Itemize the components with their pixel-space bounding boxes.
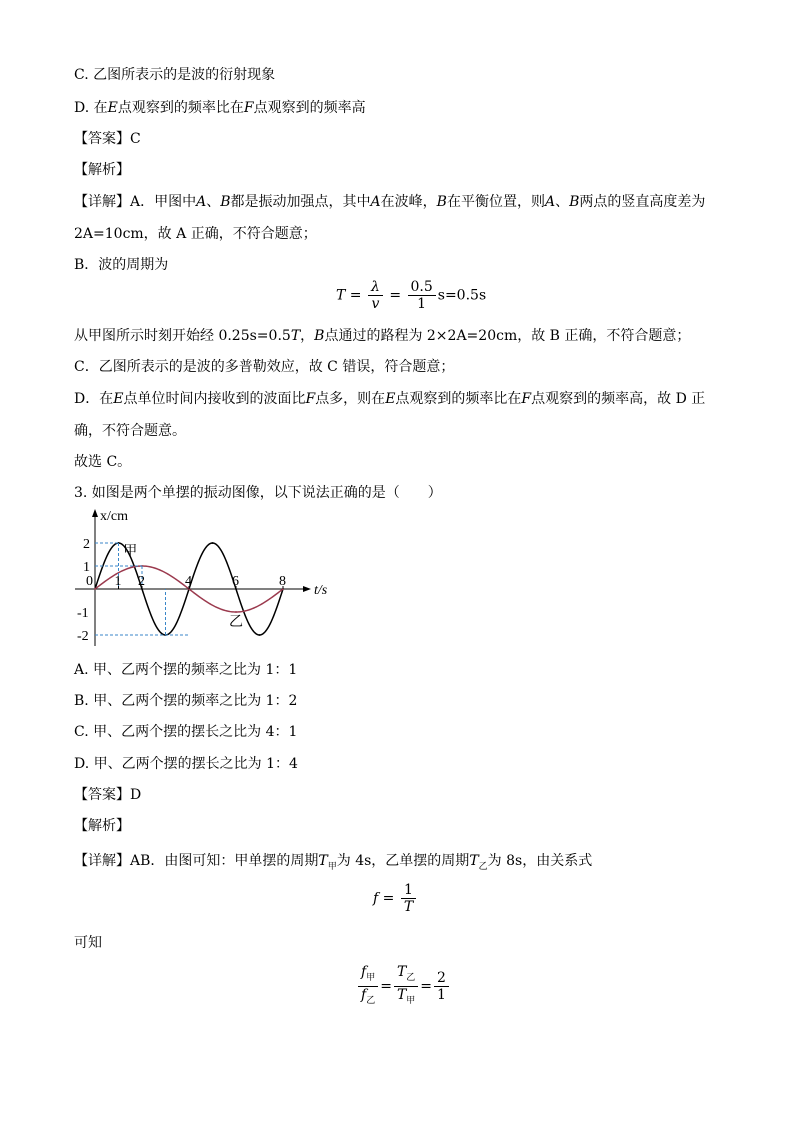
x-axis-label: t/s: [314, 583, 328, 598]
option-d: D. 在E点观察到的频率比在F点观察到的频率高: [74, 100, 366, 116]
detail-c: C．乙图所表示的是波的多普勒效应，故 C 错误，符合题意；: [74, 359, 455, 375]
detail-d-line1: D．在E点单位时间内接收到的波面比F点多，则在E点观察到的频率比在F点观察到的频率高，故 D 正: [74, 391, 706, 407]
answer-label-q3: 【答案】D: [74, 787, 142, 803]
series-label-yi: 乙: [228, 614, 243, 630]
y-axis-label: x/cm: [100, 509, 128, 524]
y-tick-label-0: 2: [83, 537, 90, 552]
x-tick-label-0: 0: [86, 574, 93, 589]
question-3-stem: 3. 如图是两个单摆的振动图像，以下说法正确的是（ ）: [74, 485, 442, 501]
series-0-point-5: [212, 542, 214, 544]
y-axis-arrow: [92, 509, 98, 517]
detail-a-line1: 【详解】A．甲图中A、B都是振动加强点，其中A在波峰，B在平衡位置，则A、B两点的竖直高度差为: [74, 194, 706, 210]
detail-b-line1: B．波的周期为: [74, 257, 169, 273]
x-tick-label-2: 2: [138, 574, 145, 589]
x-tick-label-1: 1: [114, 574, 122, 589]
x-axis-arrow: [303, 586, 311, 592]
detail-b-line2: 从甲图所示时刻开始经 0.25s=0.5T，B点通过的路程为 2×2A=20cm，故 B 正确，不符合题意；: [74, 328, 691, 344]
detail-d-line2: 确，不符合题意。: [74, 423, 186, 439]
oscillation-chart: [70, 506, 340, 654]
analysis-label: 【解析】: [74, 162, 130, 178]
detail-a-line2: 2A=10cm，故 A 正确，不符合题意；: [74, 226, 317, 242]
option-d-q3: D. 甲、乙两个摆的摆长之比为 1：4: [74, 756, 298, 772]
x-tick-label-3: 4: [185, 574, 192, 589]
x-tick-label-5: 8: [279, 574, 286, 589]
period-equation: T = $\frac{\lambda}{v}$ = $\frac{0.5}{1}$ s=0.5s: [336, 279, 487, 312]
frequency-equation: f = $\frac{1}{T}$: [373, 882, 418, 915]
y-tick-label-3: -1: [77, 606, 89, 621]
y-tick-label-4: -2: [77, 629, 89, 644]
option-c: C. 乙图所表示的是波的衍射现象: [74, 67, 276, 83]
x-tick-label-4: 6: [232, 574, 239, 589]
option-a: A. 甲、乙两个摆的频率之比为 1：1: [74, 662, 298, 678]
option-c-q3: C. 甲、乙两个摆的摆长之比为 4：1: [74, 724, 298, 740]
series-1-point-3: [235, 611, 237, 613]
can-know: 可知: [74, 935, 102, 951]
option-b: B. 甲、乙两个摆的频率之比为 1：2: [74, 693, 298, 709]
series-label-jia: 甲: [123, 544, 138, 560]
ratio-equation: $\frac{f_甲}{f_乙}$ = $\frac{T_乙}{T_甲}$ = $\frac{2}{1}$: [356, 964, 451, 1009]
series-0-point-7: [259, 634, 261, 636]
y-tick-label-1: 1: [83, 560, 90, 575]
series-1-point-0: [94, 588, 96, 590]
answer-label: 【答案】C: [74, 131, 141, 147]
analysis-label-q3: 【解析】: [74, 818, 130, 834]
detail-q3-line1: 【详解】AB．由图可知：甲单摆的周期$T_甲$为 4s，乙单摆的周期$T_乙$为 8s，由关系式: [74, 853, 593, 872]
conclusion: 故选 C。: [74, 454, 132, 470]
